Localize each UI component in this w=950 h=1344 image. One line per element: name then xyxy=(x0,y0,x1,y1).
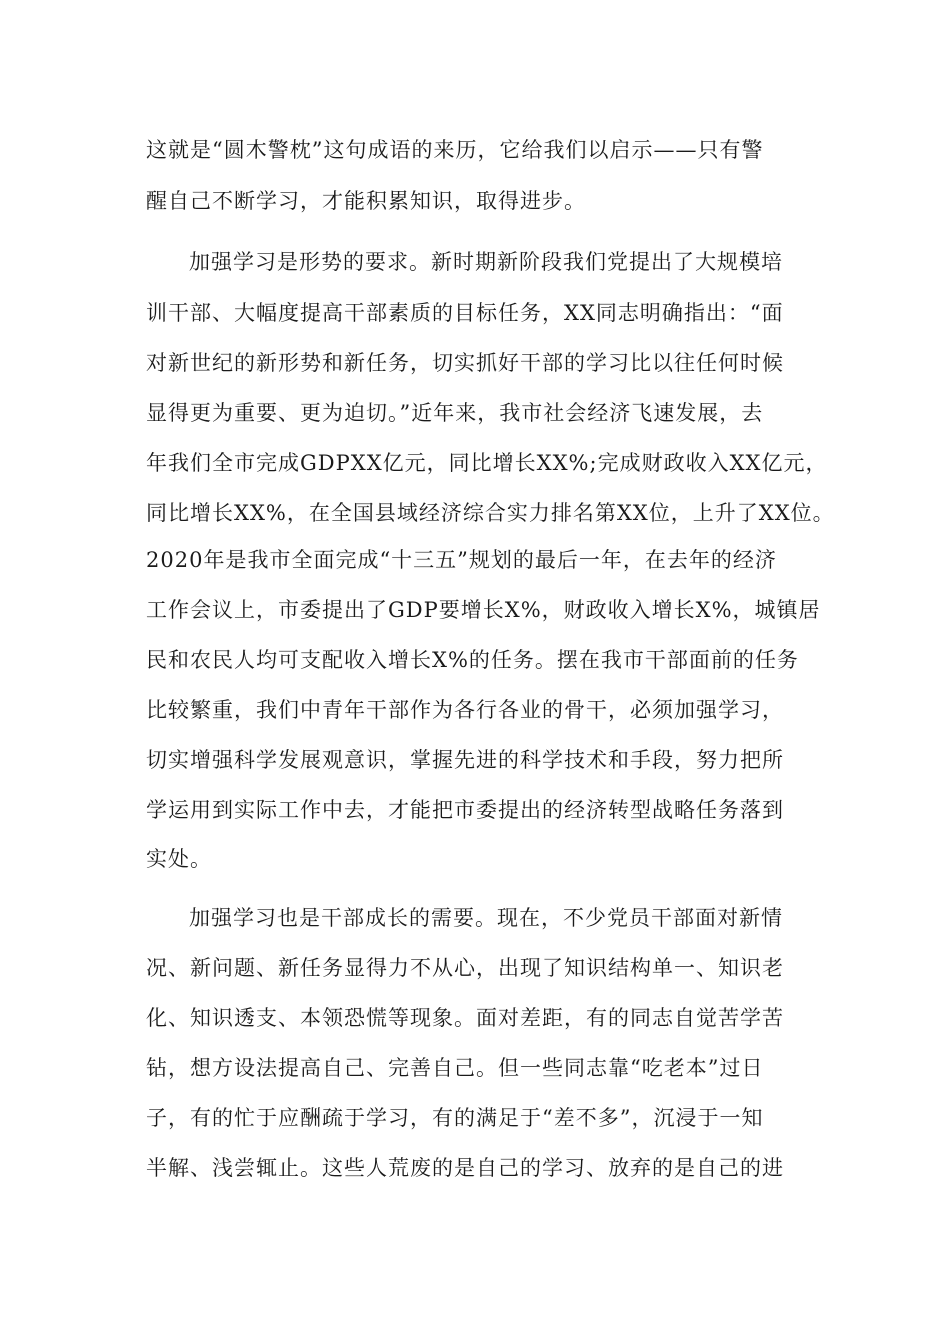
paragraph-line: 同比增长XX%，在全国县域经济综合实力排名第XX位，上升了XX位。 xyxy=(146,501,835,525)
paragraph-line: 醒自己不断学习，才能积累知识，取得进步。 xyxy=(146,189,586,213)
paragraph-line: 况、新问题、新任务显得力不从心，出现了知识结构单一、知识老 xyxy=(146,956,784,980)
paragraph-line: 对新世纪的新形势和新任务，切实抓好干部的学习比以往任何时候 xyxy=(146,351,784,375)
paragraph-line: 加强学习是形势的要求。新时期新阶段我们党提出了大规模培 xyxy=(189,250,783,274)
paragraph-line: 比较繁重，我们中青年干部作为各行各业的骨干，必须加强学习， xyxy=(146,698,784,722)
paragraph-line: 民和农民人均可支配收入增长X%的任务。摆在我市干部面前的任务 xyxy=(146,648,799,672)
paragraph-line: 显得更为重要、更为迫切。”近年来，我市社会经济飞速发展，去 xyxy=(146,401,764,425)
paragraph-line: 钻，想方设法提高自己、完善自己。但一些同志靠“吃老本”过日 xyxy=(146,1056,764,1080)
paragraph-line: 实处。 xyxy=(146,847,212,871)
paragraph-line: 切实增强科学发展观意识，掌握先进的科学技术和手段，努力把所 xyxy=(146,748,784,772)
paragraph-line: 2020年是我市全面完成“十三五”规划的最后一年，在去年的经济 xyxy=(146,548,777,572)
paragraph-line: 化、知识透支、本领恐慌等现象。面对差距，有的同志自觉苦学苦 xyxy=(146,1006,784,1030)
paragraph-line: 训干部、大幅度提高干部素质的目标任务，XX同志明确指出：“面 xyxy=(146,301,784,325)
paragraph-line: 这就是“圆木警枕”这句成语的来历，它给我们以启示——只有警 xyxy=(146,138,764,162)
paragraph-line: 工作会议上，市委提出了GDP要增长X%，财政收入增长X%，城镇居 xyxy=(146,598,821,622)
paragraph-line: 子，有的忙于应酬疏于学习，有的满足于“差不多”，沉浸于一知 xyxy=(146,1106,764,1130)
paragraph-line: 加强学习也是干部成长的需要。现在，不少党员干部面对新情 xyxy=(189,906,783,930)
paragraph-line: 学运用到实际工作中去，才能把市委提出的经济转型战略任务落到 xyxy=(146,798,784,822)
paragraph-line: 半解、浅尝辄止。这些人荒废的是自己的学习、放弃的是自己的进 xyxy=(146,1156,784,1180)
paragraph-line: 年我们全市完成GDPXX亿元，同比增长XX%;完成财政收入XX亿元， xyxy=(146,451,828,475)
